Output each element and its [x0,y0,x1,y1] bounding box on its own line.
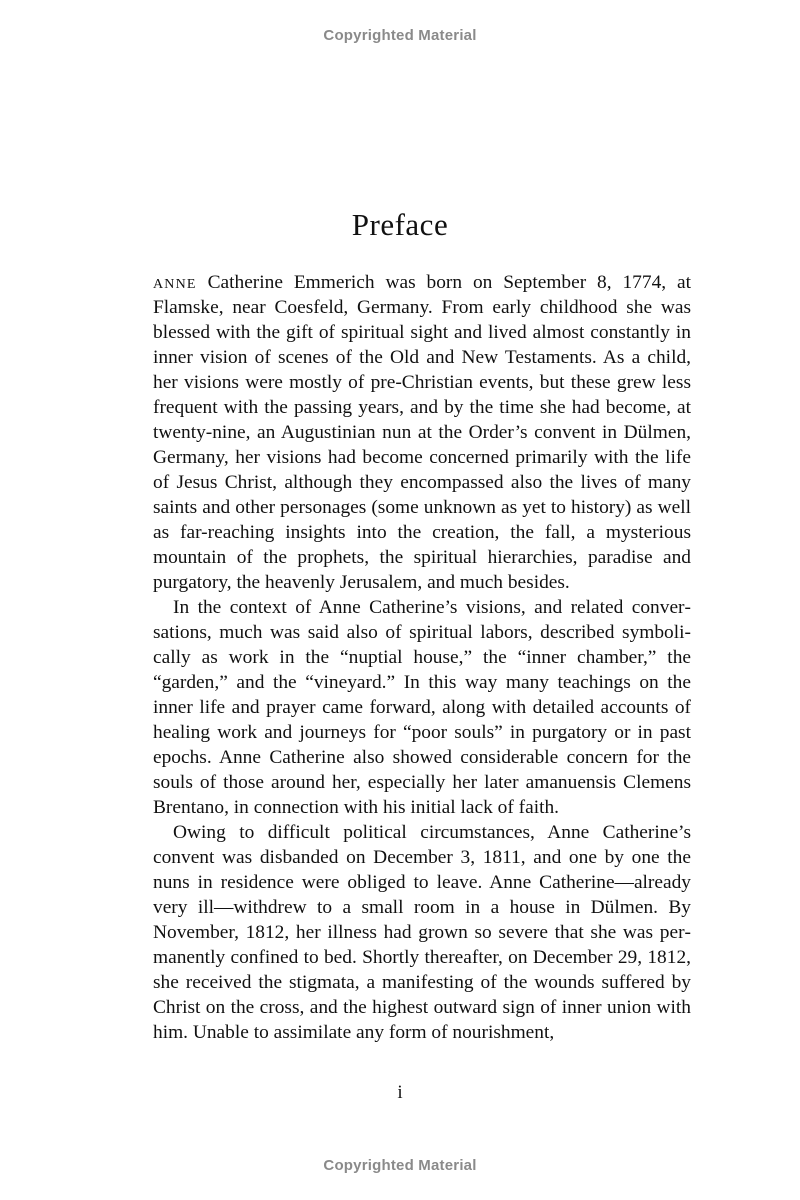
copyright-watermark-top: Copyrighted Material [323,27,477,44]
paragraph-1 [153,270,691,595]
copyright-watermark-bottom: Copyrighted Material [323,1157,477,1174]
page-title: Preface [351,207,449,242]
page-number: i [397,1082,403,1103]
paragraph-3: Owing to difficult political circumstances, Anne Catherine’s convent was disbanded on December 3, 1811, and one by one the nuns in residence were obliged to leave. Anne Catherine—already very ill—withdrew to a small room in a house in Dülmen. By November, 1812, her illness had grown so severe that she was permanently confined to bed. Shortly thereafter, on December 29, 1812, she received the stigmata, a manifesting of the wounds suffered by Christ on the cross, and the highest outward sign of inner union with him. Unable to assimilate any form of nourishment, [153,822,691,1043]
paragraph-lead: anne [153,272,197,293]
paragraph-1-text: Catherine Emmerich was born on September 8, 1774, at Flamske, near Coesfeld, Germany. From early childhood she was blessed with the gift of spiritual sight and lived almost constantly in inner vision of scenes of the Old and New Testaments. As a child, her visions were mostly of pre-Christian events, but these grew less frequent with the passing years, and by the time she had become, at twenty-nine, an Augustinian nun at the Order’s convent in Dülmen, Germany, her visions had become concerned primarily with the life of Jesus Christ, although they encompassed also the lives of many saints and other personages (some unknown as yet to history) as well as far-reaching insights into the creation, the fall, a mysterious mountain of the prophets, the spiritual hierarchies, paradise and purgatory, the heavenly Jerusalem, and much besides. [153,272,691,593]
body-text [153,270,691,1045]
paragraph-2: In the context of Anne Catherine’s visions, and related conversations, much was said also of spiritual labors, described symbolically as work in the “nuptial house,” the “inner chamber,” the “garden,” and the “vineyard.” In this way many teachings on the inner life and prayer came forward, along with detailed accounts of healing work and journeys for “poor souls” in purgatory or in past epochs. Anne Catherine also showed considerable concern for the souls of those around her, especially her later amanuensis Clemens Brentano, in connection with his initial lack of faith. [153,597,691,818]
